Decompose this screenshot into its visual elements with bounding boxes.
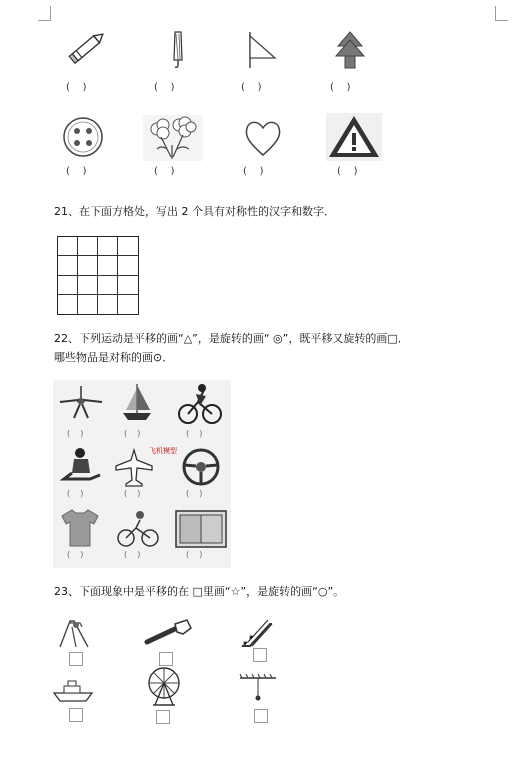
answer-parentheses: ( ): [66, 166, 87, 177]
cyclist-icon: [178, 382, 222, 426]
flowers-icon: [143, 115, 203, 161]
slide-icon: [56, 617, 92, 649]
answer-parentheses: ( ): [66, 82, 87, 93]
flag-icon: [247, 30, 279, 70]
answer-parentheses: ( ): [186, 550, 203, 559]
answer-parentheses: ( ): [67, 489, 84, 498]
answer-parentheses: ( ): [243, 166, 264, 177]
sliding-window-icon: [175, 510, 227, 548]
answer-checkbox[interactable]: [253, 648, 267, 662]
answer-parentheses: ( ): [186, 429, 203, 438]
answer-checkbox[interactable]: [156, 710, 170, 724]
ceiling-fan-icon: [58, 384, 104, 422]
answer-parentheses: ( ): [337, 166, 358, 177]
answer-parentheses: ( ): [330, 82, 351, 93]
answer-checkbox[interactable]: [69, 708, 83, 722]
airplane-model-label: 飞机模型: [149, 447, 177, 455]
child-bicycle-icon: [116, 510, 160, 548]
heart-icon: [243, 117, 283, 159]
ferris-wheel-icon: [145, 665, 183, 707]
answer-checkbox[interactable]: [69, 652, 83, 666]
answer-parentheses: ( ): [124, 489, 141, 498]
page-corner-mark: [38, 6, 51, 21]
t-shirt-icon: [60, 508, 100, 548]
answer-checkbox[interactable]: [254, 709, 268, 723]
question-23: 23、下面现象中是平移的在 □里画“☆”，是旋转的画“○”。: [54, 585, 345, 598]
pencil-icon: [66, 28, 108, 68]
pendulum-icon: [238, 672, 278, 702]
answer-parentheses: ( ): [124, 429, 141, 438]
page-corner-mark: [495, 6, 508, 21]
sailboat-icon: [120, 382, 154, 424]
steering-wheel-icon: [181, 447, 221, 487]
button-icon: [62, 116, 104, 158]
writing-grid[interactable]: [57, 236, 139, 315]
wrench-icon: [143, 618, 195, 650]
answer-parentheses: ( ): [67, 429, 84, 438]
escalator-icon: [240, 618, 274, 648]
answer-parentheses: ( ): [154, 82, 175, 93]
answer-parentheses: ( ): [67, 550, 84, 559]
question-22-line1: 22、下列运动是平移的画“△”，是旋转的画“ ◎”，既平移又旋转的画□．: [54, 332, 409, 345]
answer-parentheses: ( ): [124, 550, 141, 559]
answer-parentheses: ( ): [241, 82, 262, 93]
ship-icon: [52, 677, 94, 703]
question-21: 21、在下面方格处，写出 2 个具有对称性的汉字和数字．: [54, 205, 335, 218]
child-sitting-icon: [60, 447, 104, 485]
answer-parentheses: ( ): [154, 166, 175, 177]
airplane-model-icon: [114, 448, 154, 488]
question-22-line2: 哪些物品是对称的画⊙．: [54, 351, 174, 364]
answer-checkbox[interactable]: [159, 652, 173, 666]
answer-parentheses: ( ): [186, 489, 203, 498]
umbrella-icon: [164, 30, 190, 68]
tree-arrow-icon: [334, 30, 366, 70]
warning-triangle-icon: [326, 113, 382, 161]
